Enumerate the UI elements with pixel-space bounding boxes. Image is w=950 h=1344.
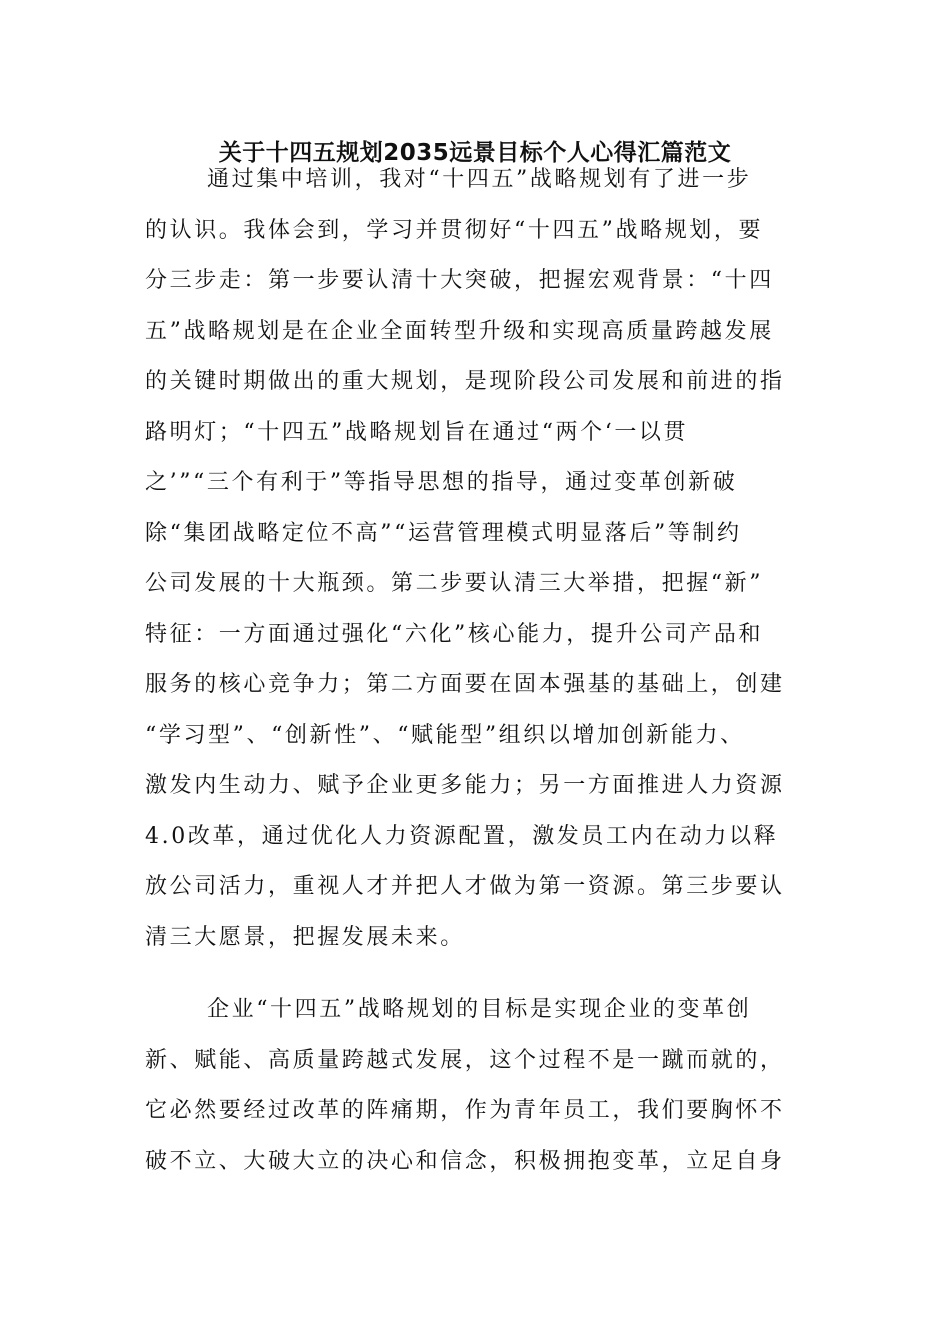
paragraph-line: 服务的核心竞争力；第二方面要在固本强基的基础上，创建 — [145, 672, 785, 697]
paragraph-line: 新、赋能、高质量跨越式发展，这个过程不是一蹴而就的， — [145, 1047, 785, 1073]
paragraph-line: 分三步走：第一步要认清十大突破，把握宏观背景：“十四 — [145, 268, 774, 293]
paragraph-line: 路明灯；“十四五”战略规划旨在通过“两个‘一以贯 — [145, 419, 689, 445]
paragraph-line: 它必然要经过改革的阵痛期，作为青年员工，我们要胸怀不 — [145, 1098, 785, 1123]
paragraph-line: 的关键时期做出的重大规划，是现阶段公司发展和前进的指 — [145, 369, 785, 394]
paragraph-1 — [145, 155, 805, 963]
paragraph-line: 4.0改革，通过优化人力资源配置，激发员工内在动力以释 — [145, 823, 779, 849]
paragraph-line: 五”战略规划是在企业全面转型升级和实现高质量跨越发展 — [145, 318, 774, 344]
paragraph-line: 除“集团战略定位不高”“运营管理模式明显落后”等制约 — [145, 520, 742, 546]
paragraph-line: 激发内生动力、赋予企业更多能力；另一方面推进人力资源 — [145, 773, 785, 798]
paragraph-line: 公司发展的十大瓶颈。第二步要认清三大举措，把握“新” — [145, 571, 764, 596]
paragraph-line: 清三大愿景，把握发展未来。 — [145, 924, 465, 950]
paragraph-line: 的认识。我体会到，学习并贯彻好“十四五”战略规划，要 — [145, 217, 764, 243]
paragraph-line: 通过集中培训，我对“十四五”战略规划有了进一步 — [207, 167, 752, 192]
document-title: 关于十四五规划2035远景目标个人心得汇篇范文 — [218, 140, 732, 166]
paragraph-line: 特征：一方面通过强化“六化”核心能力，提升公司产品和 — [145, 621, 764, 647]
paragraph-line: “学习型”、“创新性”、“赋能型”组织以增加创新能力、 — [145, 722, 745, 748]
paragraph-line: 之’”“三个有利于”等指导思想的指导，通过变革创新破 — [145, 470, 738, 495]
paragraph-line: 破不立、大破大立的决心和信念，积极拥抱变革，立足自身 — [145, 1148, 785, 1174]
paragraph-line: 企业“十四五”战略规划的目标是实现企业的变革创 — [207, 997, 752, 1022]
paragraph-2 — [145, 985, 805, 1187]
paragraph-line: 放公司活力，重视人才并把人才做为第一资源。第三步要认 — [145, 874, 785, 899]
